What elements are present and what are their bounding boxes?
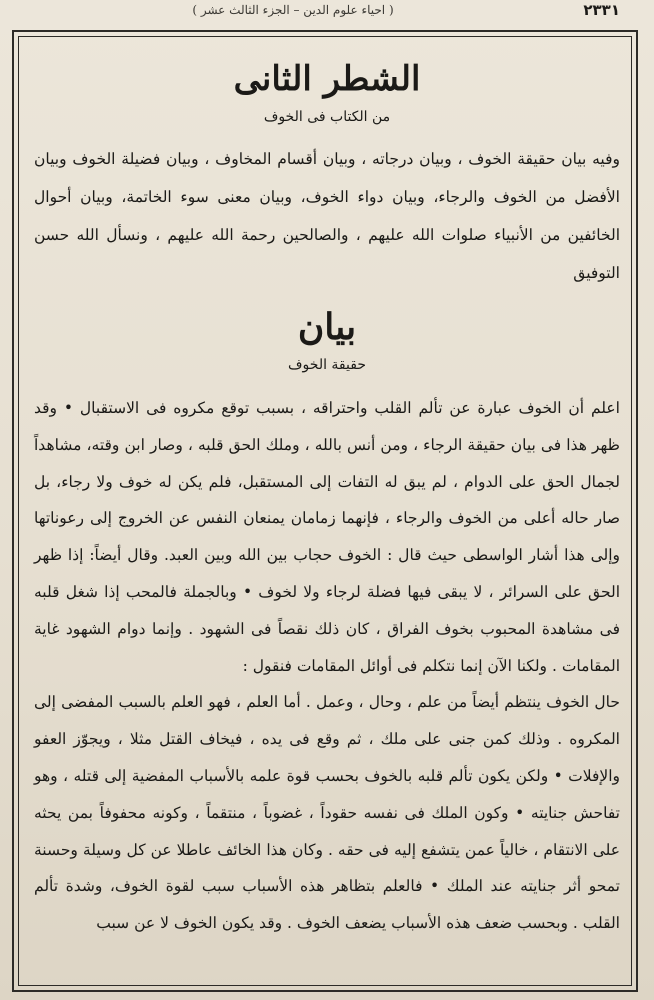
intro-text: وفيه بيان حقيقة الخوف ، وبيان درجاته ، وبيان أقسام المخاوف ، وبيان فضيلة الخوف وبيان الأفضل من الخوف والرجاء، وبيان دواء الخوف، وبيان معنى سوء الخاتمة، وبيان أحوال الخائفين من الأنبياء صلوات الله عليهم ، والصالحين رحمة الله عليهم ، ونسأل الله حسن التوفيق	[34, 150, 620, 282]
page-content	[34, 44, 620, 942]
bayan-heading: بيان	[297, 306, 357, 348]
section-title: الشطر الثانى	[233, 59, 421, 99]
bayan-subheading: حقيقة الخوف	[288, 357, 366, 373]
body-paragraph-1: اعلم أن الخوف عبارة عن تألم القلب واحتراقه ، بسبب توقع مكروه فى الاستقبال • وقد ظهر هذا فى بيان حقيقة الرجاء ، ومن أنس بالله ، وملك الحق قلبه ، وصار ابن وقته، مشاهداً لجمال الحق على الدوام ، لم يبق له التفات إلى المستقبل، فلم يكن له خوف ولا رجاء، بل صار حاله أعلى من الخوف والرجاء ، فإنهما زمامان يمنعان النفس عن الخروج إلى رعوناتها وإلى هذا أشار الواسطى حيث قال : الخوف حجاب بين الله وبين العبد. وقال أيضاً: إذا ظهر الحق على السرائر ، لا يبقى فيها فضلة لرجاء ولا لخوف • وبالجملة فالمحب إذا شغل قلبه فى مشاهدة المحبوب بخوف الفراق ، كان ذلك نقصاً فى الشهود . وإنما دوام الشهود غاية المقامات . ولكنا الآن إنما نتكلم فى أوائل المقامات فنقول :	[34, 399, 620, 675]
intro-paragraph	[34, 140, 620, 292]
running-title: ( احياء علوم الدين – الجزء الثالث عشر )	[192, 3, 394, 17]
body-text	[34, 390, 620, 942]
section-subtitle: من الكتاب فى الخوف	[263, 109, 391, 125]
page-header	[0, 0, 654, 20]
body-paragraph-2: حال الخوف ينتظم أيضاً من علم ، وحال ، وعمل . أما العلم ، فهو العلم بالسبب المفضى إلى المكروه . وذلك كمن جنى على ملك ، ثم وقع فى يده ، فيخاف القتل مثلا ، ويجوّز العفو والإفلات • ولكن يكون تألم قلبه بالخوف بحسب قوة علمه بالأسباب المفضية إلى قتله ، وهو تفاحش جنايته • وكون الملك فى نفسه حقوداً ، غضوباً ، منتقماً ، وكونه محفوفاً بمن يحثه على الانتقام ، خالياً عمن يتشفع إليه فى حقه . وكان هذا الخائف عاطلا عن كل وسيلة وحسنة تمحو أثر جنايته عند الملك • فالعلم بتظاهر هذه الأسباب سبب لقوة الخوف، وشدة تألم القلب . وبحسب ضعف هذه الأسباب يضعف الخوف . وقد يكون الخوف لا عن سبب	[34, 693, 620, 933]
page-number: ٢٣٣١	[583, 1, 620, 19]
